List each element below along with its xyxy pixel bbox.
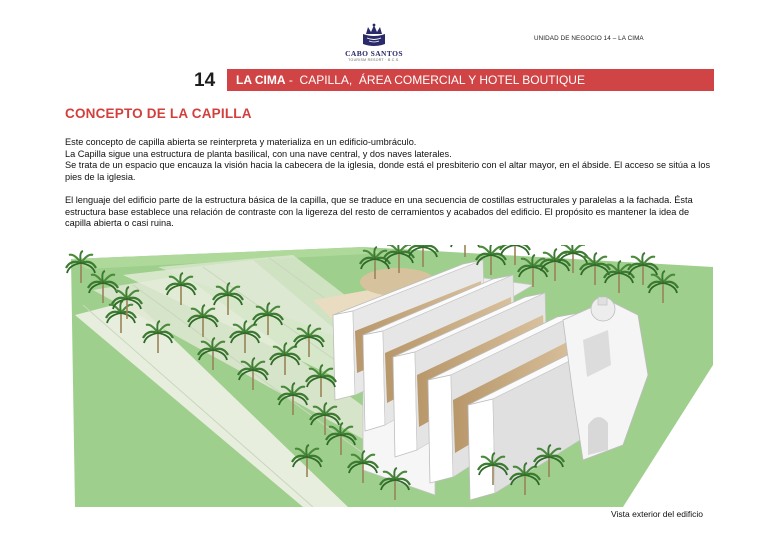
- title-subtitle: - CAPILLA, ÁREA COMERCIAL Y HOTEL BOUTIQUE: [285, 73, 585, 87]
- title-bar: [227, 69, 714, 91]
- section-number: 14: [194, 70, 216, 91]
- logo-text: CABO SANTOS: [345, 49, 403, 58]
- paragraph: La Capilla sigue una estructura de planta basilical, con una nave central, y dos naves laterales.: [65, 148, 452, 159]
- logo-tagline: TOURISM RESORT · B.C.S.: [348, 58, 400, 62]
- chapel-rendering: [63, 245, 718, 507]
- chapel-render-image: [63, 245, 718, 507]
- section-heading: CONCEPTO DE LA CAPILLA: [65, 106, 252, 121]
- paragraph: Este concepto de capilla abierta se reinterpreta y materializa en un edificio-umbráculo.: [65, 137, 417, 147]
- figure-caption: Vista exterior del edificio: [611, 509, 703, 519]
- cabo-santos-logo: [335, 22, 413, 64]
- paragraph: Se trata de un espacio que encauza la visión hacia la cabecera de la iglesia, donde está el presbiterio con el altar mayor, en el ábside. El acceso se sitúa a los pies de la iglesia.: [65, 160, 711, 182]
- body-text: [65, 137, 715, 230]
- title-name: LA CIMA: [236, 73, 286, 87]
- paragraph: El lenguaje del edificio parte de la estructura básica de la capilla, que se traduce en una secuencia de costillas estructurales y paralelas a la fachada. Ésta estructura base establece una relación de contraste con la ligereza del resto de cerramientos y acabados del edificio. El propósito es mantener la idea de capilla abierta o casi ruina.: [65, 194, 693, 229]
- crest-icon: [357, 22, 391, 48]
- unit-label: UNIDAD DE NEGOCIO 14 – LA CIMA: [534, 35, 644, 42]
